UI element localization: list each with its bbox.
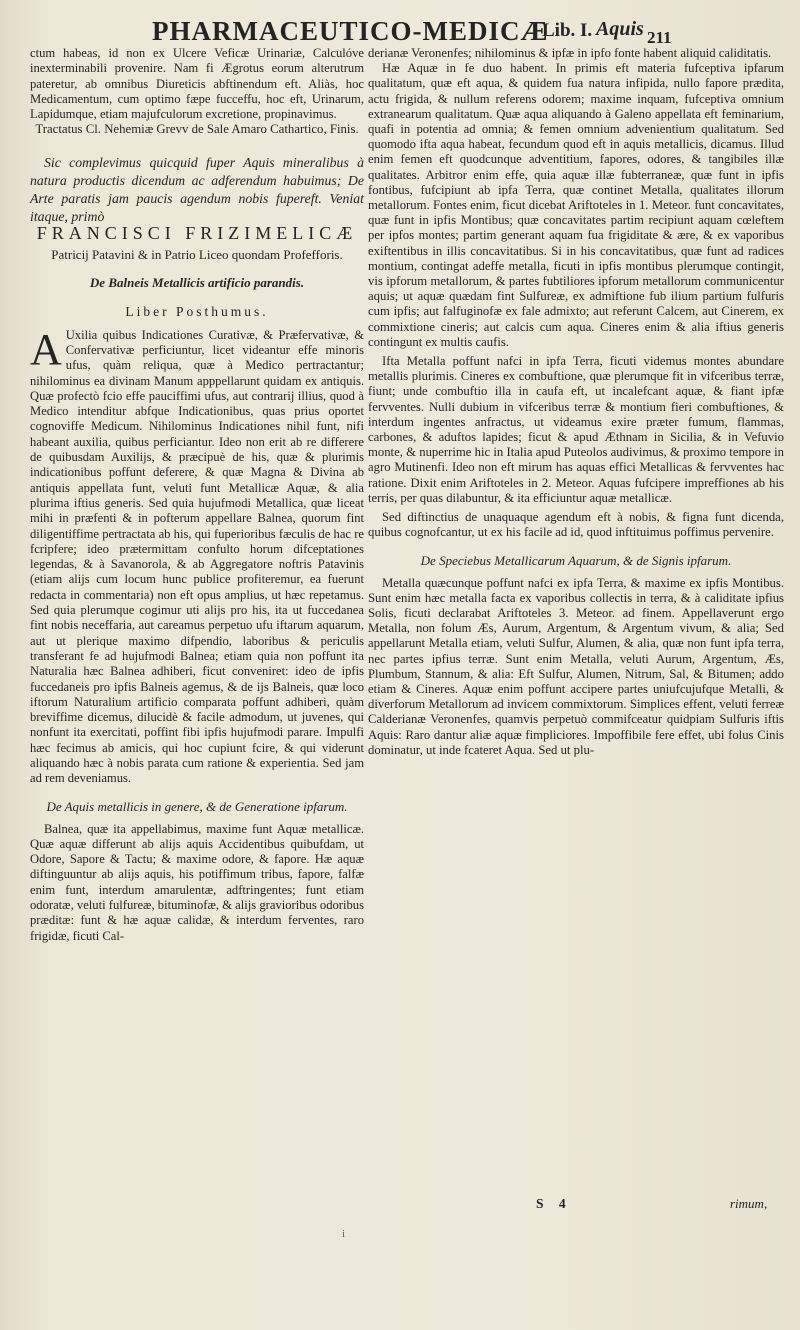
book-number: Lib. I. [542, 20, 593, 41]
opening-paragraph: ctum habeas, id non ex Ulcere Veficæ Urinariæ, Calculóve inexterminabili provenire. Nam fi Ægrotus eorum alterutrum pateretur, ab omnibus Diureticis abftinendum eft. Aliàs, hoc Medicamentum, cum optimo fæpe fucceffu, hoc eft, Urinarum, Lapidumque, etiam majufculorum excretione, propinavimus. [30, 46, 364, 122]
author-affiliation: Patricij Patavini & in Patrio Liceo quondam Profefforis. [51, 247, 343, 263]
section-heading-species: De Speciebus Metallicarum Aquarum, & de Signis ipfarum. [420, 552, 732, 568]
section-name: Aquis [596, 18, 644, 40]
metalla-paragraph: Ifta Metalla poffunt nafci in ipfa Terra, ficuti videmus montes abundare metallis plurimis. Cineres ex combuftione, quæ plerumque fit in vifceribus terræ, fiunt; unde combuftio illa in caufa eft, ut incalefcant aquæ, & fiant ipfæ fervventes. Nulli dubium in vifceribus terræ & montium fieri combuftiones, & interdum ingentes anfractus, ut videamus exire præter fumum, flammas, carbones, & aduftos lapides; ficut & apud Æthnam in Sicilia, & in Vefuvio monte, & nuperrime hic in Italia apud Puteolos audivimus, & proximo tempore in agro Mutinenfi. Ideo non eft mirum has aquas effici Metallicas & fervventes hac ratione. Dixit enim Ariftoteles in 2. Meteor. Aquas fufcipere impreffiones ab his terris, per quas dilabuntur, & ita efficiuntur aquæ metallicæ. [368, 354, 784, 505]
signature-mark: S 4 [536, 1196, 572, 1211]
closing-statement: Sic complevimus quicquid fuper Aquis mineralibus à natura productis dicendum ac adferendum habuimus; De Arte paratis jam paucis agendum nobis fupereft. Veniat itaque, primò [30, 154, 364, 224]
balnea-paragraph: Balnea, quæ ita appellabimus, maxime funt Aquæ metallicæ. Quæ aquæ differunt ab alijs aquis Accidentibus quibufdam, ut Odore, Sapore & Tactu; & maxime odore, & fapore. Hæ aquæ diftinguuntur ab alijs aquis, his potiffimum tribus, fapore, falfæ enim funt, interdum amarulentæ, adftringentes; funt etiam odoratæ, veluti fulfureæ, bituminofæ, & alijs gravioribus odoribus præditæ: funt & hæ aquæ calidæ, & interdum ferventes, raro frigidæ, ficuti Cal- [30, 821, 364, 943]
left-column [30, 46, 364, 944]
right-column [368, 46, 784, 758]
author-name: FRANCISCI FRIZIMELICÆ [36, 222, 358, 243]
first-body-text: Uxilia quibus Indicationes Curativæ, & Præfervativæ, & Confervativæ perficiuntur, licet videantur effe minoris ufus, quàm reliqua, quæ à Medico pertractantur; nihilominus ea divinam Manum apppellarunt quidam ex antiquis. Quæ profectò fcio effe pauciffimi ufus, aut contrarij illius, quod à Medico intenditur abfque Indicationibus, quas prius oportet cognoviffe Medicum. Nihilominus Indicationes nihil funt, nifi habeant auxilia, quibus perficiantur. Ideo non erit ab re differere de quibusdam Auxilijs, & præcipuè de his, quæ & plurimis indicationibus poffunt deferere, & quæ Magna & Divina ab antiquis appellata funt, veluti funt Metallicæ Aquæ, & alia plurima iftius generis. Sed quia hujufmodi Metallica, quæ liceat mihi in præfenti & in pofterum appellare Balnea, quorum fint diligentiffime pertractata ab his, qui fuperioribus fæculis de hac re fcripfere; ideo prætermittam confulto horum difceptationes legendas, & à Savanorola, & ab Aggregatore noftris Patavinis (etiam alijs cum locum hunc publice profiteremur, ea fuerunt redacta in commentaria) non eft opus amplius, ut hæc repetamus. Sed quia plerumque cogimur uti alijs pro his, ita ut fuccedanea fint nobis neceffaria, aut careamus perpetuo ufu iftarum aquarum, aut ut plerique maximo difpendio, laboribus & periculis transferant fe ad hujufmodi Balnea; etiam quia non poffunt ita Naturalia hæc Balnea adhiberi, ficut conveniret: ideo de ipfis fuccedaneis pro ipfis Balneis agemus, & de ijs Balneis, quæ loco iftorum Naturalium artificio comparata poffunt adhiberi, quàm breviffime dicemus, dilucidè & facile admodum, ut juvenes, qui nonfunt ita exercitati, poffint fibi ipfis hujufmodi parare. Impulfi hæc fecimus ab amicis, qui hoc cupiunt fcire, & qui viderunt aliquando hæc à nobis parata cum ratione & experientia. Sed jam ad rem deveniamus. [30, 327, 364, 786]
page-number: 211 [647, 28, 672, 47]
running-head [30, 16, 788, 50]
catchword: rimum, [730, 1196, 768, 1211]
running-title: PHARMACEUTICO-MEDICÆ [152, 16, 549, 46]
distinctius-paragraph: Sed diftinctius de unaquaque agendum eft à nobis, & figna funt dicenda, quibus cognofcantur, ut ex his facile ad id, quod inftituimus poffimus pervenire. [368, 510, 784, 540]
section-heading-generation: De Aquis metallicis in genere, & de Generatione ipfarum. [46, 798, 348, 814]
gutter-mark: i [342, 1228, 346, 1240]
species-paragraph: Metalla quæcunque poffunt nafci ex ipfa Terra, & maxime ex ipfis Montibus. Sunt enim hæc metalla facta ex vaporibus collectis in terra, & à caliditate ipfius Solis, ficuti declarabat Ariftoteles 3. Meteor. ad finem. Appellaverunt ergo Metalla, non folum Æs, Aurum, Argentum, & Argentum vivum, & alia; Sed appellarunt Metalla etiam, veluti Sulfur, Alumen, & alia, quæ non funt ipfa terra, nec partes ipfius terræ. Sunt enim Metalla, veluti Aurum, Argentum, Æs, Plumbum, Stannum, & alia: Eft Sulfur, Alumen, Nitrum, Sal, & Bitumen; addo etiam & Cineres. Aquæ enim poffunt accipere partes uniufcujufque Metalli, & diverforum Metallorum ad invicem commixtorum. Simplices effent, veluti ferreæ Calderianæ Veronenfes, quamvis perpetuò commifceatur quidpiam Sulfuris iftis Aquis: Raro dantur aliæ aquæ fimpliciores. Impoffibile fere effet, ubi folus Cinis dominatur, ut inde fcateret Aqua. Sed ut plu- [368, 575, 784, 757]
drop-capital: A [30, 324, 62, 374]
first-body-paragraph [30, 324, 364, 787]
calderianae-paragraph: derianæ Veronenfes; nihilominus & ipfæ in ipfo fonte habent aliquid caliditatis. [368, 46, 772, 60]
tract-end-note: Tractatus Cl. Nehemiæ Grevv de Sale Amaro Cathartico, Finis. [35, 122, 359, 137]
materia-paragraph: Hæ Aquæ in fe duo habent. In primis eft materia fufceptiva ipfarum qualitatum, quæ eft aqua, & quidem fua natura infipida, nullo fapore prædita, actu frigida, & nullum referens odorem; maxime inquam, fufceptiva omnium extranearum qualitatum. Quæ aqua aliquando à Galeno appellata eft feminarium, quafi in potentia ad omnia; & femen omnium advenientium qualitatum. Sed quomodo ifta aqua habeat, fecundum quod eft in aquis metallicis, dicamus. Illud enim femen eft quodcunque adventitium, fapores, odores, & tangibiles illæ qualitates. Arbitror enim effe, quia aquæ illæ fubterraneæ, quæ funt in ipfis fontibus, fufcipiunt ab ipfa Terra, quæ continet Metalla, qualitates illorum metallorum. Fontes enim, ficut dicebat Ariftoteles in 1. Meteor. funt concavitates, quæ funt in ipfis Montibus; quæ concavitates partim recipiunt aquam cœleftem per ipfos montes; partim generant aquam fua frigiditate & ære, & ex vaporibus exiftentibus in illis concavitatibus. Si in his concavitatibus, quæ funt ad radices montium, contingat adeffe metalla, ficuti in ipfis montibus plerumque contingit, vis ipforum metallorum, & partes fubtiliores ipforum metallorum communicentur aquis; ut aquæ quædam fint Sulfureæ, ex admiftione fub ilium partium fulfuris cum ipfis; aut falfuginofæ ex fale admixto; aut referunt Calcem, aut Cinerem, ex commixtione cineris; aut calcis cum aqua. Cineres enim & alia iftius generis contingunt ex multis caufis. [368, 61, 784, 349]
liber-heading: Liber Posthumus. [125, 304, 269, 320]
treatise-title: De Balneis Metallicis artificio parandis. [89, 275, 305, 291]
